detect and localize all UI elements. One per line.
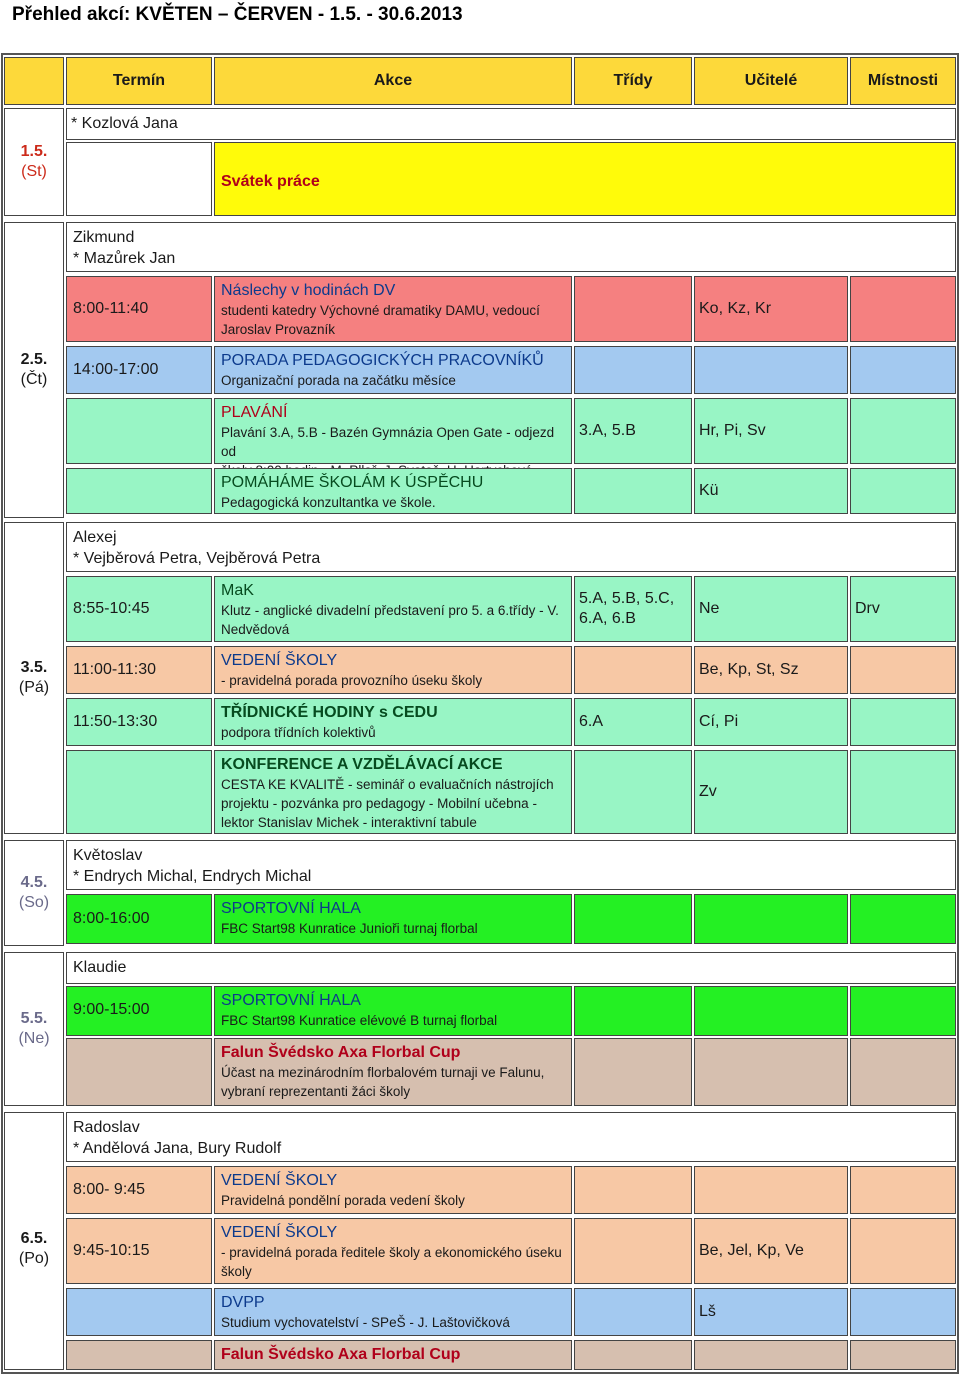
teachers-label: Lš [699,1303,716,1320]
rooms-cell [850,398,956,464]
classes-cell [574,346,692,394]
event-cell [214,1340,572,1370]
event-cell [214,398,572,464]
classes-label: 3.A, 5.B [579,422,636,439]
event-time [66,646,212,694]
event-desc: studenti katedry Výchovné dramatiky DAMU, vedoucí [221,303,540,318]
nameday-names: * Kozlová Jana [71,115,178,132]
teachers-label: Be, Kp, St, Sz [699,661,799,678]
rooms-cell [850,894,956,944]
nameday-row [66,952,956,984]
teachers-label: Ko, Kz, Kr [699,300,772,317]
event-title: Falun Švédsko Axa Florbal Cup [221,1346,461,1363]
classes-cell [574,698,692,746]
event-time [66,576,212,642]
event-title: TŘÍDNICKÉ HODINY s CEDU [221,704,438,721]
header-blank [4,57,64,105]
classes-cell [574,276,692,342]
event-desc: vybraní reprezentanti žáci školy [221,1084,411,1099]
classes-cell [574,576,692,642]
teachers-cell [694,646,848,694]
event-desc: Účast na mezinárodním florbalovém turnaji ve Falunu, [221,1065,545,1080]
time-label: 9:00-15:00 [73,1001,150,1018]
time-label: 9:45-10:15 [73,1242,150,1259]
date-cell-2-5 [4,222,64,518]
day-of-week: (Pá) [18,679,50,696]
event-desc: CESTA KE KVALITĚ - seminář o evaluačních nástrojích [221,777,554,792]
event-desc: projektu - pozvánka pro pedagogy - Mobilní učebna - [221,796,537,811]
date-cell-1-5 [4,108,64,216]
event-cell [214,468,572,514]
day-of-week: (Ne) [18,1030,50,1047]
rooms-cell [850,1038,956,1106]
classes-cell [574,646,692,694]
event-desc: Studium vychovatelství - SPeŠ - J. Laštovičková [221,1315,510,1330]
nameday-row [66,108,956,140]
nameday-names: * Vejběrová Petra, Vejběrová Petra [73,550,321,567]
classes-cell [574,986,692,1036]
rooms-cell [850,346,956,394]
classes-label: 6.A, 6.B [579,610,636,627]
event-desc: - pravidelná porada provozního úseku školy [221,673,483,688]
event-title: SPORTOVNÍ HALA [221,900,361,917]
teachers-label: Be, Jel, Kp, Ve [699,1242,804,1259]
classes-cell [574,1166,692,1214]
rooms-cell [850,576,956,642]
event-title: PORADA PEDAGOGICKÝCH PRACOVNÍKŮ [221,352,544,369]
classes-label: 6.A [579,713,604,730]
nameday-names: * Mazůrek Jan [73,250,176,267]
page-title: Přehled akcí: KVĚTEN – ČERVEN - 1.5. - 30.6.2013 [12,4,463,25]
teachers-cell [694,398,848,464]
event-time [66,346,212,394]
date: 4.5. [20,874,48,891]
event-time [66,894,212,944]
event-time [66,750,212,834]
event-title: PLAVÁNÍ [221,404,288,421]
teachers-label: Kü [699,482,719,499]
day-of-week: (St) [21,163,47,180]
event-cell [214,576,572,642]
event-title: Náslechy v hodinách DV [221,282,396,299]
header-termin: Termín [66,57,212,105]
event-cell [214,1166,572,1214]
rooms-cell [850,750,956,834]
event-title: VEDENÍ ŠKOLY [221,1172,338,1189]
event-title: MaK [221,582,254,599]
nameday-name: Alexej [73,529,117,546]
time-label: 8:55-10:45 [73,600,150,617]
time-label: 8:00- 9:45 [73,1181,146,1198]
date: 5.5. [20,1010,48,1027]
date-cell-4-5 [4,840,64,946]
teachers-cell [694,276,848,342]
time-label: 14:00-17:00 [73,361,159,378]
event-title: VEDENÍ ŠKOLY [221,1224,338,1241]
rooms-label: Drv [855,600,880,617]
classes-cell [574,894,692,944]
time-label: 8:00-16:00 [73,910,150,927]
event-title: DVPP [221,1294,265,1311]
classes-cell [574,398,692,464]
event-cell [214,894,572,944]
teachers-cell [694,576,848,642]
classes-cell [574,1340,692,1370]
rooms-cell [850,1340,956,1370]
classes-cell [574,750,692,834]
event-time [66,1288,212,1336]
rooms-cell [850,1166,956,1214]
date: 6.5. [20,1230,48,1247]
teachers-cell [694,698,848,746]
date-cell-6-5 [4,1112,64,1370]
event-time [66,1166,212,1214]
teachers-cell [694,750,848,834]
event-time [66,398,212,464]
rooms-cell [850,1218,956,1284]
teachers-cell [694,1038,848,1106]
event-time [66,1038,212,1106]
nameday-row [66,522,956,572]
event-cell [214,986,572,1036]
teachers-label: Zv [699,783,717,800]
teachers-cell [694,894,848,944]
event-time [66,986,212,1036]
event-cell [214,698,572,746]
event-desc: FBC Start98 Kunratice Junioři turnaj florbal [221,921,478,936]
event-desc: Organizační porada na začátku měsíce [221,373,456,388]
time-label: 11:00-11:30 [73,661,157,678]
rooms-cell [850,646,956,694]
teachers-cell [694,1166,848,1214]
date-cell-3-5 [4,522,64,834]
event-title: Falun Švédsko Axa Florbal Cup [221,1044,461,1061]
nameday-names: * Endrych Michal, Endrych Michal [73,868,312,885]
date: 2.5. [20,351,48,368]
header-mistnosti: Místnosti [850,57,956,105]
teachers-cell [694,1288,848,1336]
event-title: VEDENÍ ŠKOLY [221,652,338,669]
nameday-name: Klaudie [73,959,127,976]
event-desc: školy [221,1264,252,1279]
event-time [66,468,212,514]
event-cell [214,1288,572,1336]
event-title: KONFERENCE A VZDĚLÁVACÍ AKCE [221,756,503,773]
event-title: POMÁHÁME ŠKOLÁM K ÚSPĚCHU [221,474,484,491]
classes-cell [574,1218,692,1284]
event-cell [214,1038,572,1106]
holiday-cell [214,142,956,216]
header-tridy: Třídy [574,57,692,105]
event-desc: Pravidelná pondělní porada vedení školy [221,1193,465,1208]
teachers-label: Hr, Pi, Sv [699,422,766,439]
teachers-cell [694,468,848,514]
rooms-cell [850,276,956,342]
event-desc: Nedvědová [221,622,290,637]
date-cell-5-5 [4,952,64,1106]
time-label: 8:00-11:40 [73,300,149,317]
event-desc: Plavání 3.A, 5.B - Bazén Gymnázia Open Gate - odjezd od [221,425,555,459]
date: 1.5. [20,143,48,160]
event-desc: podpora třídních kolektivů [221,725,376,740]
rooms-cell [850,986,956,1036]
holiday-label: Svátek práce [221,173,320,190]
teachers-label: Ne [699,600,720,617]
teachers-cell [694,1340,848,1370]
event-desc: Klutz - anglické divadelní představení pro 5. a 6.třídy - V. [221,603,559,618]
classes-cell [574,468,692,514]
nameday-row [66,222,956,272]
event-title: SPORTOVNÍ HALA [221,992,361,1009]
event-desc: Pedagogická konzultantka ve škole. [221,495,436,510]
event-time [66,276,212,342]
event-desc: FBC Start98 Kunratice elévové B turnaj florbal [221,1013,498,1028]
event-cell [214,750,572,834]
day-of-week: (Po) [18,1250,50,1267]
nameday-names: * Andělová Jana, Bury Rudolf [73,1140,282,1157]
event-cell [214,346,572,394]
event-time [66,1340,212,1370]
event-desc: - pravidelná porada ředitele školy a ekonomického úseku [221,1245,562,1260]
event-cell [214,276,572,342]
event-desc: Jaroslav Provazník [221,322,336,337]
classes-label: 5.A, 5.B, 5.C, [579,590,675,607]
time-cell-empty [66,142,212,216]
nameday-name: Zikmund [73,229,135,246]
teachers-cell [694,1218,848,1284]
nameday-row [66,840,956,890]
nameday-name: Květoslav [73,847,143,864]
day-of-week: (Čt) [20,371,48,388]
nameday-name: Radoslav [73,1119,140,1136]
rooms-cell [850,698,956,746]
classes-cell [574,1038,692,1106]
day-of-week: (So) [18,894,50,911]
teachers-cell [694,986,848,1036]
header-ucitele: Učitelé [694,57,848,105]
event-cell [214,646,572,694]
teachers-cell [694,346,848,394]
nameday-row [66,1112,956,1162]
event-desc: lektor Stanislav Michek - interaktivní tabule [221,815,477,830]
rooms-cell [850,1288,956,1336]
header-akce: Akce [214,57,572,105]
event-time [66,698,212,746]
event-cell [214,1218,572,1284]
teachers-label: Cí, Pi [699,713,739,730]
classes-cell [574,1288,692,1336]
rooms-cell [850,468,956,514]
date: 3.5. [20,659,48,676]
event-time [66,1218,212,1284]
time-label: 11:50-13:30 [73,713,158,730]
